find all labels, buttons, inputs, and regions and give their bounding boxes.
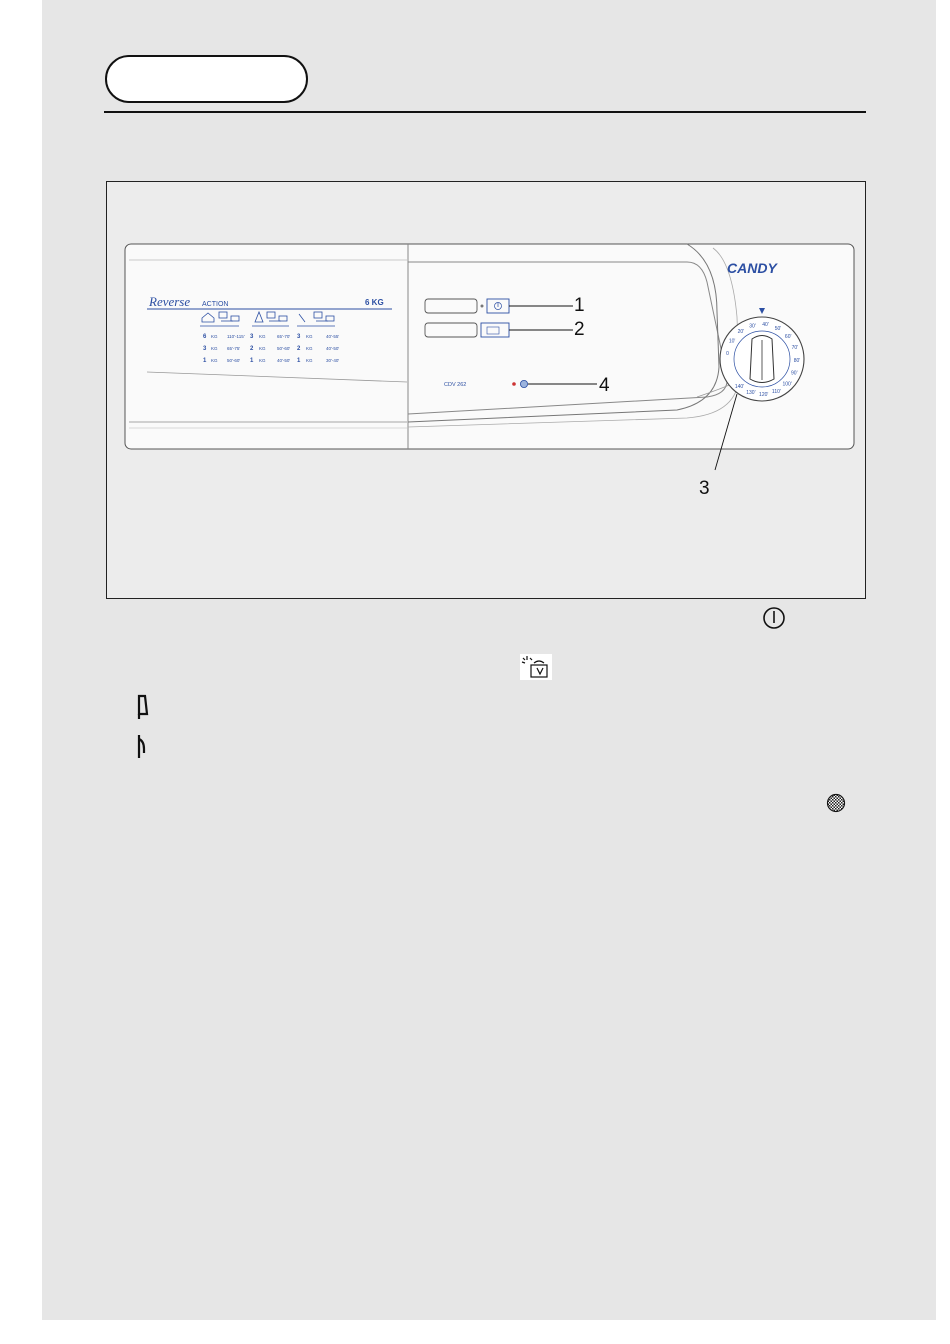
- callout-1: 1: [574, 295, 585, 316]
- drying-icon: [520, 654, 552, 680]
- load-table-cell: 40'-50': [326, 346, 340, 351]
- load-table-cell: KG: [306, 334, 313, 339]
- filter-indicator: [520, 380, 527, 387]
- load-table-cell: KG: [259, 358, 266, 363]
- dial-scale-label: 50': [774, 325, 782, 332]
- callout-3: 3: [699, 478, 710, 499]
- load-table-cell: 1: [203, 358, 207, 364]
- load-table-cell: KG: [211, 346, 218, 351]
- reverse-action-label: ACTION: [202, 301, 229, 308]
- load-table-cell: 6: [203, 334, 207, 340]
- dial-scale-label: 140': [734, 383, 745, 390]
- load-table-cell: 65'-75': [227, 346, 241, 351]
- capacity-label: 6 KG: [365, 298, 384, 307]
- dial-scale-label: 40': [762, 322, 769, 329]
- load-table-cell: 40'-55': [326, 334, 340, 339]
- dial-scale-label: 20': [737, 329, 745, 336]
- door-closed-icon: [136, 733, 146, 759]
- load-table-cell: 30'-40': [326, 358, 340, 363]
- dial-scale-label: 70': [791, 345, 799, 351]
- load-table-cell: 110'-115': [227, 334, 245, 339]
- dial-scale-label: 10': [728, 338, 736, 345]
- load-table-cell: 50'-60': [277, 346, 291, 351]
- dial-scale-label: 30': [749, 323, 756, 330]
- brand-logo: CANDY: [727, 260, 777, 276]
- indicator-led: [512, 382, 516, 386]
- load-table-cell: KG: [211, 358, 218, 363]
- dial-scale-label: 110': [771, 388, 781, 395]
- filter-icon: [826, 793, 846, 813]
- power-icon: [762, 606, 786, 630]
- load-table-cell: 50'-60': [227, 358, 241, 363]
- dial-scale-label: 60': [784, 333, 792, 340]
- dial-scale-label: 0: [726, 350, 729, 357]
- model-label: CDV 262: [444, 382, 467, 388]
- load-table-cell: 3: [203, 346, 207, 352]
- load-table-cell: 3: [250, 334, 254, 340]
- control-panel-drawing: [107, 182, 864, 597]
- header-rule: [104, 111, 866, 113]
- load-table-cell: 40'-50': [277, 358, 291, 363]
- callout-4: 4: [599, 375, 610, 396]
- load-table-cell: KG: [259, 346, 266, 351]
- load-table-cell: 3: [297, 334, 301, 340]
- door-open-icon: [136, 694, 150, 720]
- load-table-cell: 2: [250, 346, 254, 352]
- load-table-cell: KG: [259, 334, 266, 339]
- load-table-cell: KG: [306, 346, 313, 351]
- dial-scale-label: 120': [759, 392, 769, 398]
- dial-scale-label: 130': [746, 390, 756, 397]
- load-table-cell: KG: [306, 358, 313, 363]
- load-table-cell: 1: [250, 358, 254, 364]
- reverse-script-label: Reverse: [149, 294, 191, 309]
- dial-scale-label: 90': [791, 370, 798, 377]
- load-table-cell: 2: [297, 346, 301, 352]
- dial-scale-label: 100': [782, 381, 792, 388]
- load-table-cell: 1: [297, 358, 301, 364]
- control-panel-figure: [106, 181, 866, 599]
- load-table-cell: KG: [211, 334, 218, 339]
- load-table-cell: 65'-70': [277, 334, 291, 339]
- dial-scale-label: 80': [793, 357, 801, 364]
- callout-2: 2: [574, 319, 585, 340]
- section-tab: [105, 55, 308, 103]
